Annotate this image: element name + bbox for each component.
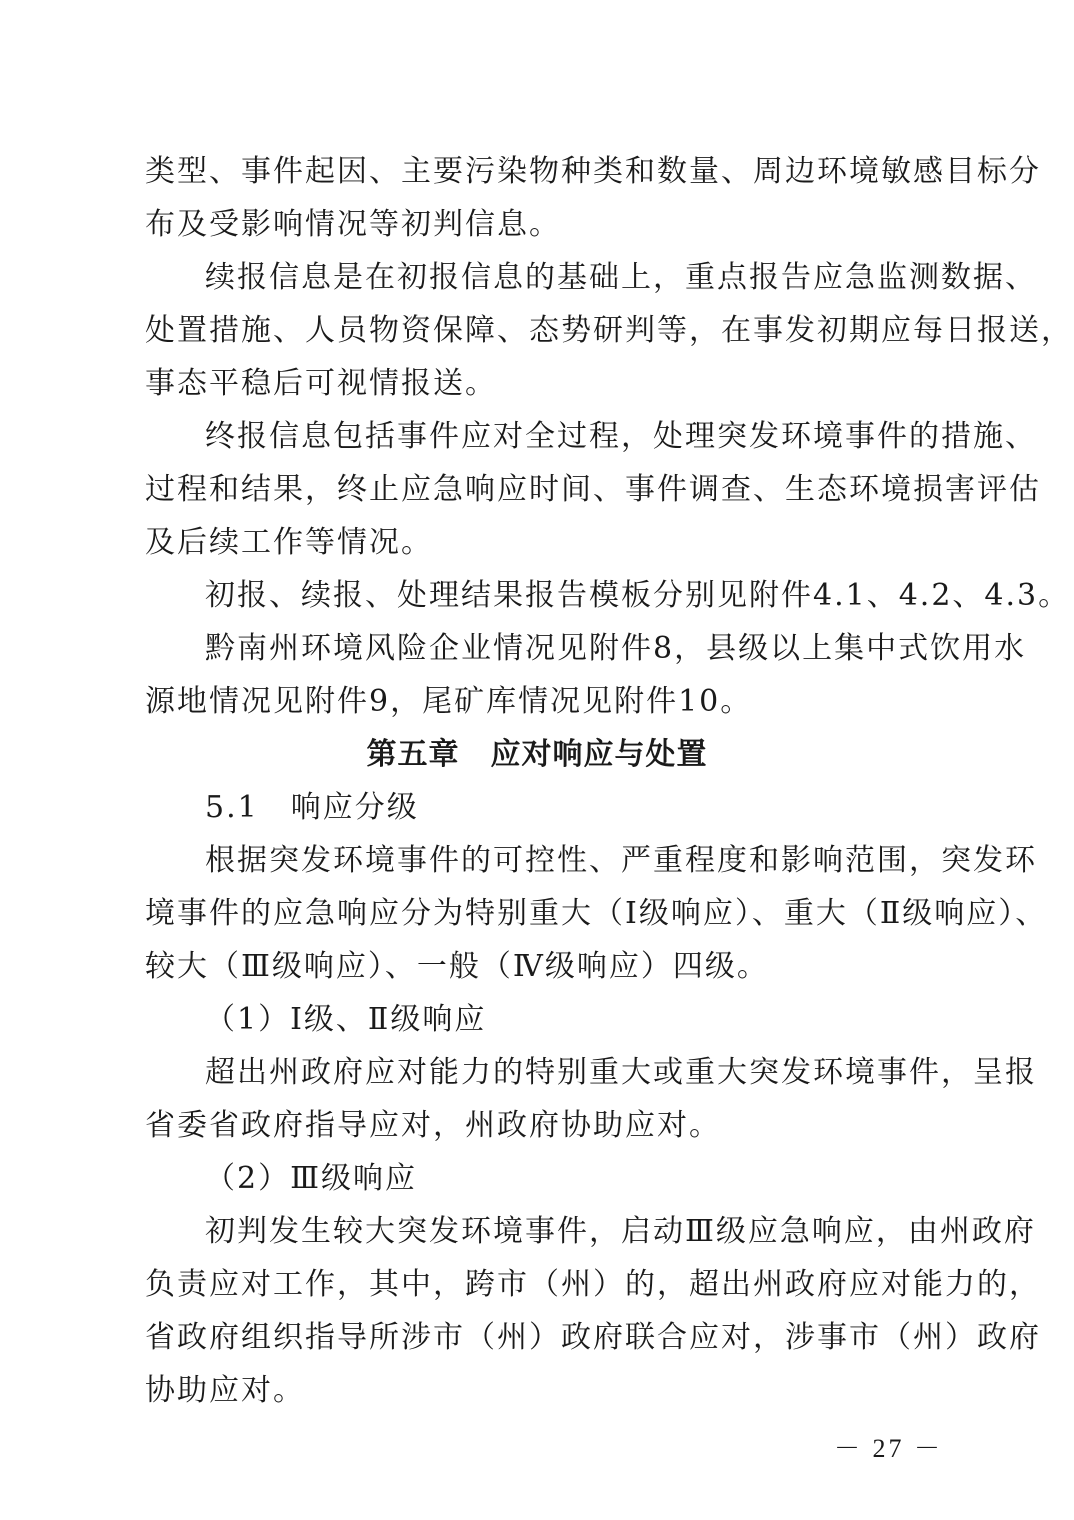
paragraph-first-line: 终报信息包括事件应对全过程，处理突发环境事件的措施、 [205,419,1037,454]
body-text-line: 处置措施、人员物资保障、态势研判等，在事发初期应每日报送， [145,313,1073,348]
body-text-line: 较大（Ⅲ级响应）、一般（Ⅳ级响应）四级。 [145,949,769,984]
section-heading: 5.1 响应分级 [205,790,419,825]
body-text-line: 协助应对。 [145,1373,305,1408]
body-text-line: 境事件的应急响应分为特别重大（Ⅰ级响应）、重大（Ⅱ级响应）、 [145,896,1048,931]
body-text-line: 省政府组织指导所涉市（州）政府联合应对，涉事市（州）政府 [145,1320,1041,1355]
subsection-heading: （2）Ⅲ级响应 [205,1161,418,1196]
body-text-line: 布及受影响情况等初判信息。 [145,207,561,242]
paragraph-first-line: 根据突发环境事件的可控性、严重程度和影响范围，突发环 [205,843,1037,878]
body-text-line: 过程和结果，终止应急响应时间、事件调查、生态环境损害评估 [145,472,1041,507]
paragraph-first-line: 初判发生较大突发环境事件，启动Ⅲ级应急响应，由州政府 [205,1214,1036,1249]
paragraph-first-line: 续报信息是在初报信息的基础上，重点报告应急监测数据、 [205,260,1037,295]
chapter-heading: 第五章 应对响应与处置 [366,737,708,772]
body-text-line: 类型、事件起因、主要污染物种类和数量、周边环境敏感目标分 [145,154,1041,189]
body-text-line: 省委省政府指导应对，州政府协助应对。 [145,1108,721,1143]
subsection-heading: （1）Ⅰ级、Ⅱ级响应 [205,1002,487,1037]
page-number: － 27 － [833,1434,943,1463]
paragraph-first-line: 黔南州环境风险企业情况见附件8，县级以上集中式饮用水 [205,631,1027,666]
body-text-line: 源地情况见附件9，尾矿库情况见附件10。 [145,684,753,719]
body-text-line: 及后续工作等情况。 [145,525,433,560]
paragraph-first-line: 超出州政府应对能力的特别重大或重大突发环境事件，呈报 [205,1055,1037,1090]
body-text-line: 负责应对工作，其中，跨市（州）的，超出州政府应对能力的， [145,1267,1041,1302]
paragraph-first-line: 初报、续报、处理结果报告模板分别见附件4.1、4.2、4.3。 [205,578,1071,613]
body-text-line: 事态平稳后可视情报送。 [145,366,497,401]
